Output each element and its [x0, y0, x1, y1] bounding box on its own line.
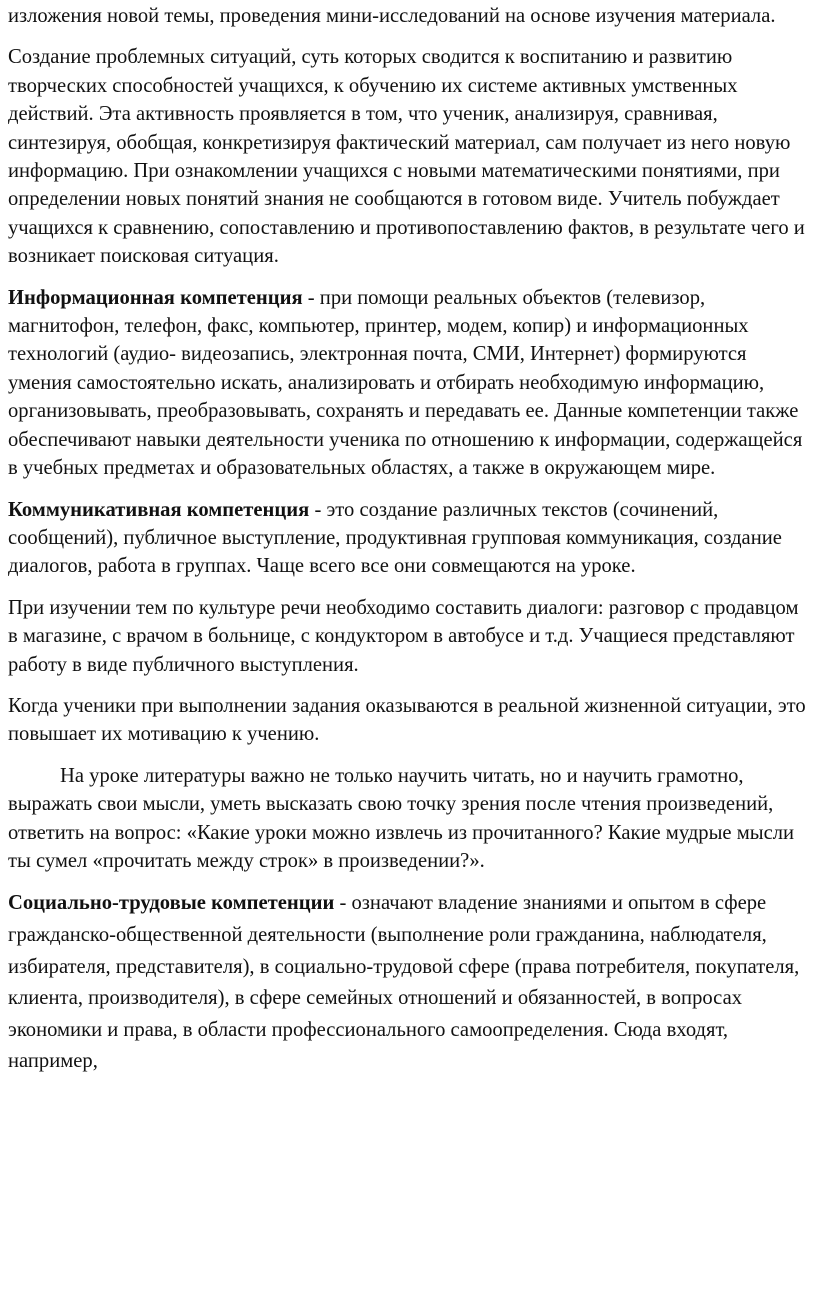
paragraph-text: - это создание различных текстов (сочинений, сообщений), публичное выступление, продуктивная групповая коммуникация, создание диалогов, работа в группах. Чаще всего все они совмещаются на уроке.	[8, 498, 782, 578]
paragraph-speech-culture	[8, 594, 812, 679]
paragraph-text: На уроке литературы важно не только научить читать, но и научить грамотно, выражать свои мысли, уметь высказать свою точку зрения после чтения произведений, ответить на вопрос: «Какие уроки можно извлечь из прочитанного? Какие мудрые мысли ты сумел «прочитать между строк» в произведении?».	[8, 764, 795, 872]
paragraph-text: Когда ученики при выполнении задания оказываются в реальной жизненной ситуации, это повышает их мотивацию к учению.	[8, 694, 806, 746]
paragraph-information-competence	[8, 284, 812, 483]
paragraph-text: - означают владение знаниями и опытом в сфере гражданско-общественной деятельности (выполнение роли гражданина, наблюдателя, избирателя, представителя), в социально-трудовой сфере (права потребителя, покупателя, клиента, производителя), в сфере семейных отношений и обязанностей, в вопросах экономики и права, в области профессионального самоопределения. Сюда входят, например,	[8, 892, 800, 1073]
paragraph-text: Создание проблемных ситуаций, суть которых сводится к воспитанию и развитию творческих способностей учащихся, к обучению их системе активных умственных действий. Эта активность проявляется в том, что ученик, анализируя, сравнивая, синтезируя, обобщая, конкретизируя фактический материал, сам получает из него новую информацию. При ознакомлении учащихся с новыми математическими понятиями, при определении новых понятий знания не сообщаются в готовом виде. Учитель побуждает учащихся к сравнению, сопоставлению и противопоставлению фактов, в результате чего и возникает поисковая ситуация.	[8, 46, 805, 268]
term-social-labor-competence: Социально-трудовые компетенции	[8, 892, 335, 915]
paragraph-text: При изучении тем по культуре речи необходимо составить диалоги: разговор с продавцом в магазине, с врачом в больнице, с кондуктором в автобусе и т.д. Учащиеся представляют работу в виде публичного выступления.	[8, 596, 799, 676]
paragraph-communicative-competence	[8, 496, 812, 581]
paragraph-social-labor-competence	[8, 888, 812, 1078]
paragraph-text: изложения новой темы, проведения мини-исследований на основе изучения материала.	[8, 5, 776, 27]
term-information-competence: Информационная компетенция	[8, 286, 303, 309]
paragraph-intro-continuation	[8, 2, 812, 30]
paragraph-problem-situations	[8, 43, 812, 270]
paragraph-text: - при помощи реальных объектов (телевизор, магнитофон, телефон, факс, компьютер, принтер, модем, копир) и информационных технологий (аудио- видеозапись, электронная почта, СМИ, Интернет) формируются умения самостоятельно искать, анализировать и отбирать необходимую информацию, организовывать, преобразовывать, сохранять и передавать ее. Данные компетенции также обеспечивают навыки деятельности ученика по отношению к информации, содержащейся в учебных предметах и образовательных областях, а также в окружающем мире.	[8, 286, 803, 480]
paragraph-motivation	[8, 692, 812, 749]
term-communicative-competence: Коммуникативная компетенция	[8, 498, 310, 521]
paragraph-literature-lesson	[8, 762, 812, 876]
